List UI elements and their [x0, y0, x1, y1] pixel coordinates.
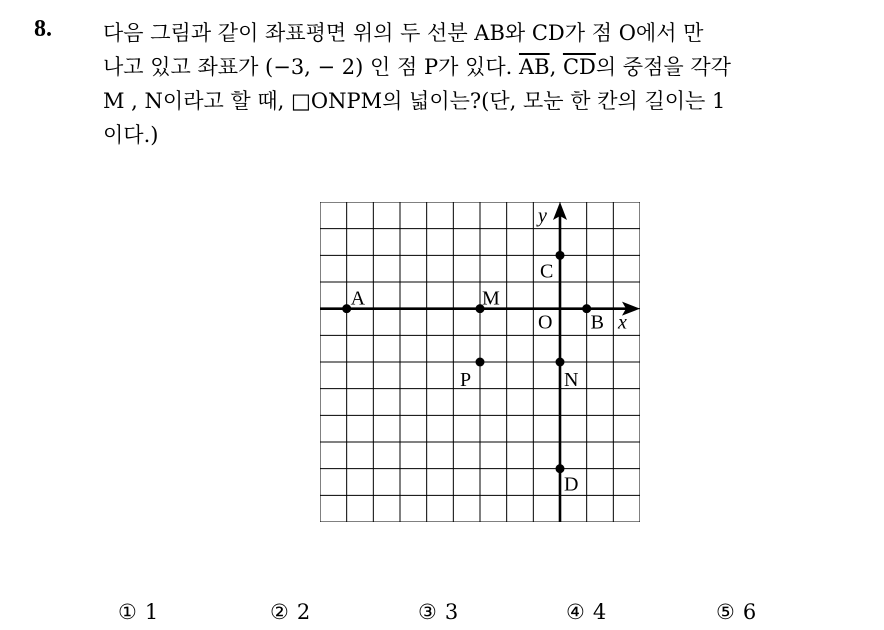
- coordinate-grid-figure: [320, 202, 640, 522]
- point-n-dot: [556, 358, 565, 367]
- answer-choices: [0, 600, 884, 630]
- question-line-2-end: 의 중점을 각각: [595, 55, 731, 79]
- point-d-label: D: [564, 473, 579, 496]
- choice-2-value: 2: [296, 600, 311, 624]
- question-line-2-comma: ,: [549, 55, 563, 79]
- question-line-2: [103, 50, 873, 84]
- question-line-3: M , N이라고 할 때, □ONPM의 넓이는?(단, 모눈 한 칸의 길이는 1: [103, 89, 726, 113]
- question-line-2-start: 나고 있고 좌표가 (−3, − 2) 인 점 P가 있다.: [103, 55, 519, 79]
- choice-5-value: 6: [742, 600, 757, 624]
- point-b-label: B: [590, 311, 605, 334]
- choice-4-mark: ④: [566, 600, 585, 624]
- segment-cd-label: $\overline{CD}$: [562, 55, 596, 79]
- choice-1-mark: ①: [118, 600, 137, 624]
- question-text: [103, 16, 873, 152]
- point-n-label: N: [564, 369, 579, 391]
- segment-ab-label: $\overline{AB}$: [518, 55, 550, 79]
- x-axis-label: x: [618, 311, 627, 334]
- question-line-1: 다음 그림과 같이 좌표평면 위의 두 선분 AB와 CD가 점 O에서 만: [103, 21, 704, 45]
- choice-3[interactable]: [418, 600, 458, 624]
- point-m-label: M: [482, 287, 500, 310]
- question-line-4: 이다.): [103, 123, 159, 147]
- choice-5[interactable]: [716, 600, 756, 624]
- point-p-dot: [476, 358, 485, 367]
- y-axis-label: y: [538, 205, 547, 227]
- question-number: 8.: [34, 16, 52, 42]
- point-o-label: O: [538, 311, 553, 334]
- choice-1[interactable]: [118, 600, 158, 624]
- choice-1-value: 1: [144, 600, 159, 624]
- choice-3-mark: ③: [418, 600, 437, 624]
- point-c-label: C: [540, 260, 554, 283]
- point-d-dot: [556, 464, 565, 473]
- plotted-points: [342, 251, 604, 496]
- choice-2[interactable]: [270, 600, 310, 624]
- choice-3-value: 3: [444, 600, 459, 624]
- choice-4-value: 4: [592, 600, 607, 624]
- choice-5-mark: ⑤: [716, 600, 735, 624]
- point-c-dot: [556, 251, 565, 260]
- point-p-label: P: [460, 369, 472, 391]
- choice-4[interactable]: [566, 600, 606, 624]
- choice-2-mark: ②: [270, 600, 289, 624]
- point-a-label: A: [350, 287, 366, 310]
